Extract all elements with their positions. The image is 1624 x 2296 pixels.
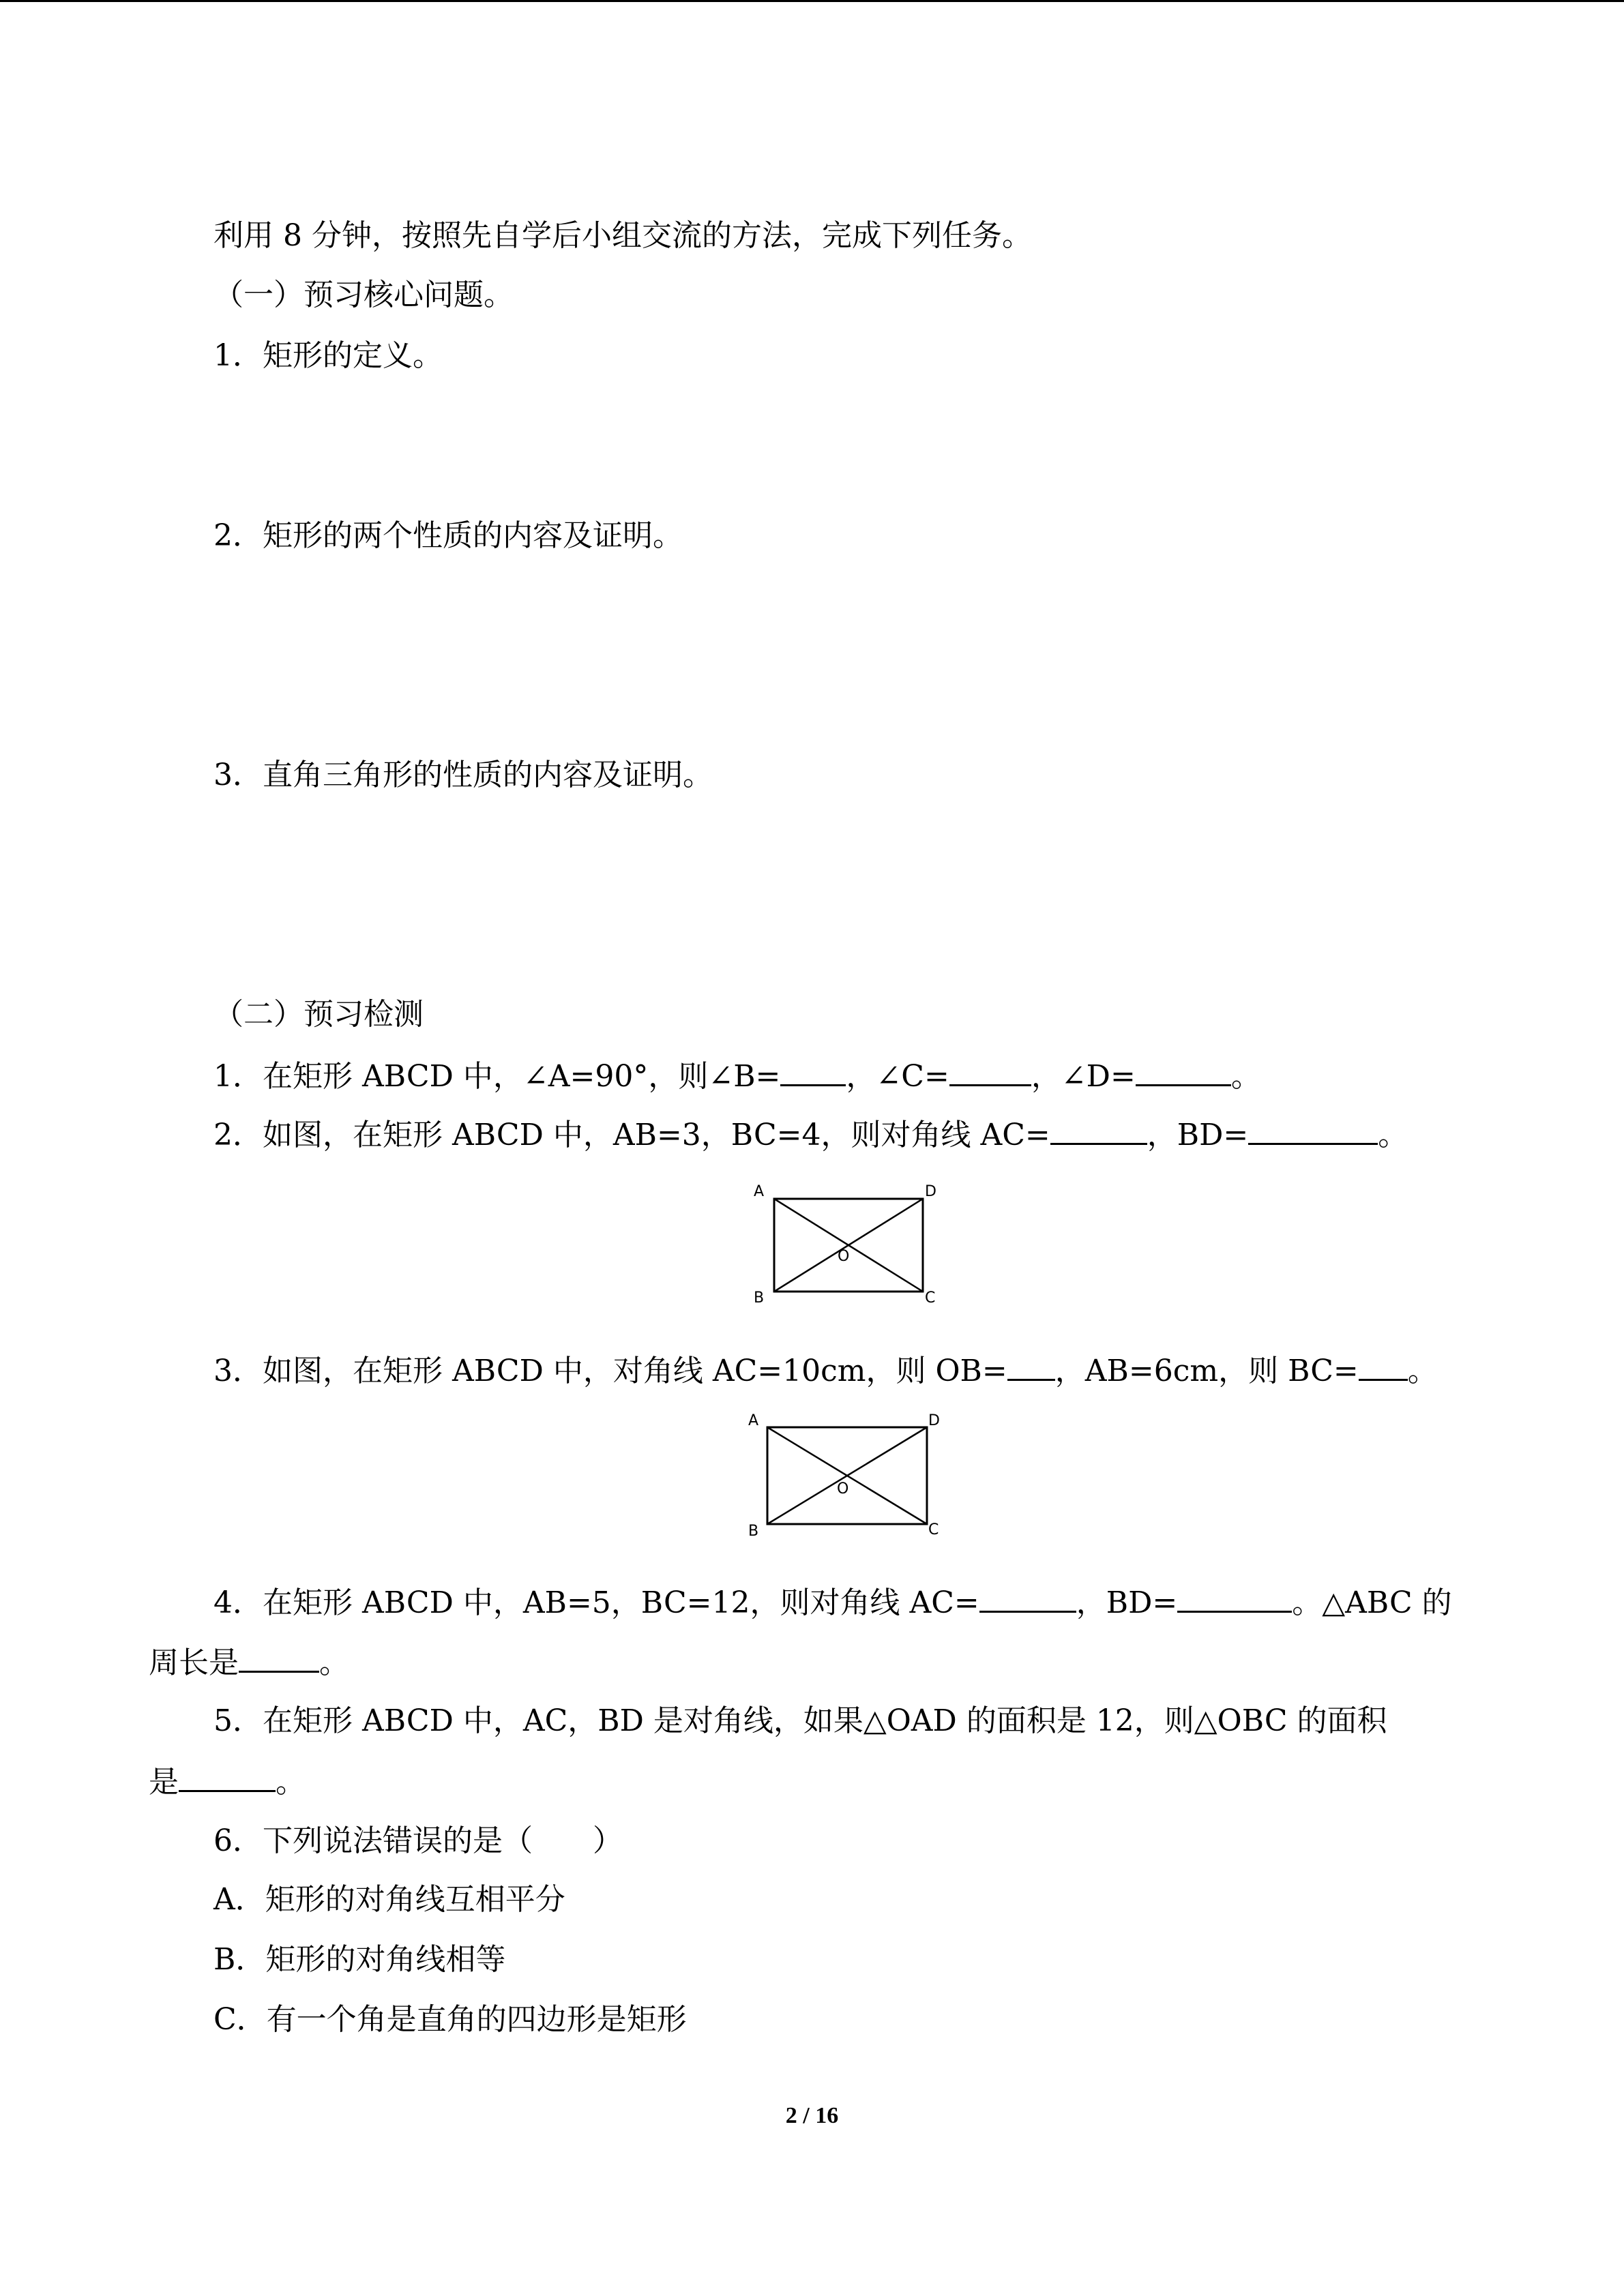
answer-blank[interactable] <box>179 1763 276 1792</box>
check-question-4: 4．在矩形 ABCD 中，AB=5，BC=12，则对角线 AC= ，BD= 。△ABC 的 <box>213 1583 1452 1622</box>
center-label-o: O <box>837 1480 849 1497</box>
vertex-label-d: D <box>928 1412 940 1429</box>
vertex-label-b: B <box>754 1289 765 1307</box>
page-number: 2 / 16 <box>785 2103 839 2128</box>
check-question-1: 1．在矩形 ABCD 中，∠A=90°，则∠B= ，∠C= ，∠D= 。 <box>213 1057 1261 1096</box>
vertex-label-b: B <box>748 1523 759 1540</box>
top-border <box>0 0 1624 2</box>
core-question-2: 2．矩形的两个性质的内容及证明。 <box>213 518 683 553</box>
check-question-5-cont: 是 。 <box>149 1763 306 1802</box>
answer-blank[interactable] <box>1007 1352 1055 1381</box>
core-question-3: 3．直角三角形的性质的内容及证明。 <box>213 758 713 792</box>
answer-blank[interactable] <box>239 1643 319 1673</box>
answer-blank[interactable] <box>1359 1352 1408 1381</box>
option-b[interactable]: B．矩形的对角线相等 <box>213 1942 506 1977</box>
option-a[interactable]: A．矩形的对角线互相平分 <box>213 1882 565 1917</box>
check-question-3: 3．如图，在矩形 ABCD 中，对角线 AC=10cm，则 OB= ，AB=6cm，则 BC= 。 <box>213 1352 1438 1390</box>
answer-blank[interactable] <box>1050 1116 1147 1145</box>
answer-blank[interactable] <box>979 1583 1076 1613</box>
check-question-5: 5．在矩形 ABCD 中，AC，BD 是对角线，如果△OAD 的面积是 12，则△OBC 的面积 <box>213 1703 1387 1738</box>
answer-blank[interactable] <box>1177 1583 1292 1613</box>
rectangle-figure-2 <box>740 1405 951 1551</box>
option-c[interactable]: C．有一个角是直角的四边形是矩形 <box>213 2002 687 2037</box>
section1-heading: （一）预习核心问题。 <box>213 278 514 312</box>
vertex-label-a: A <box>748 1412 759 1429</box>
rectangle-figure-1 <box>743 1173 948 1312</box>
center-label-o: O <box>838 1248 850 1265</box>
answer-blank[interactable] <box>1248 1116 1378 1145</box>
vertex-label-c: C <box>925 1289 936 1307</box>
vertex-label-c: C <box>928 1521 939 1538</box>
answer-blank[interactable] <box>780 1057 846 1086</box>
check-question-2: 2．如图，在矩形 ABCD 中，AB=3，BC=4，则对角线 AC= ，BD= 。 <box>213 1116 1408 1154</box>
answer-blank[interactable] <box>1136 1057 1231 1086</box>
answer-blank[interactable] <box>949 1057 1031 1086</box>
check-question-6: 6．下列说法错误的是（ ） <box>213 1823 623 1858</box>
vertex-label-a: A <box>754 1183 765 1200</box>
vertex-label-d: D <box>925 1183 936 1200</box>
intro-text: 利用 8 分钟，按照先自学后小组交流的方法，完成下列任务。 <box>213 218 1032 253</box>
core-question-1: 1．矩形的定义。 <box>213 338 443 373</box>
check-question-4-cont: 周长是 。 <box>149 1643 349 1682</box>
section2-heading: （二）预习检测 <box>213 997 424 1032</box>
